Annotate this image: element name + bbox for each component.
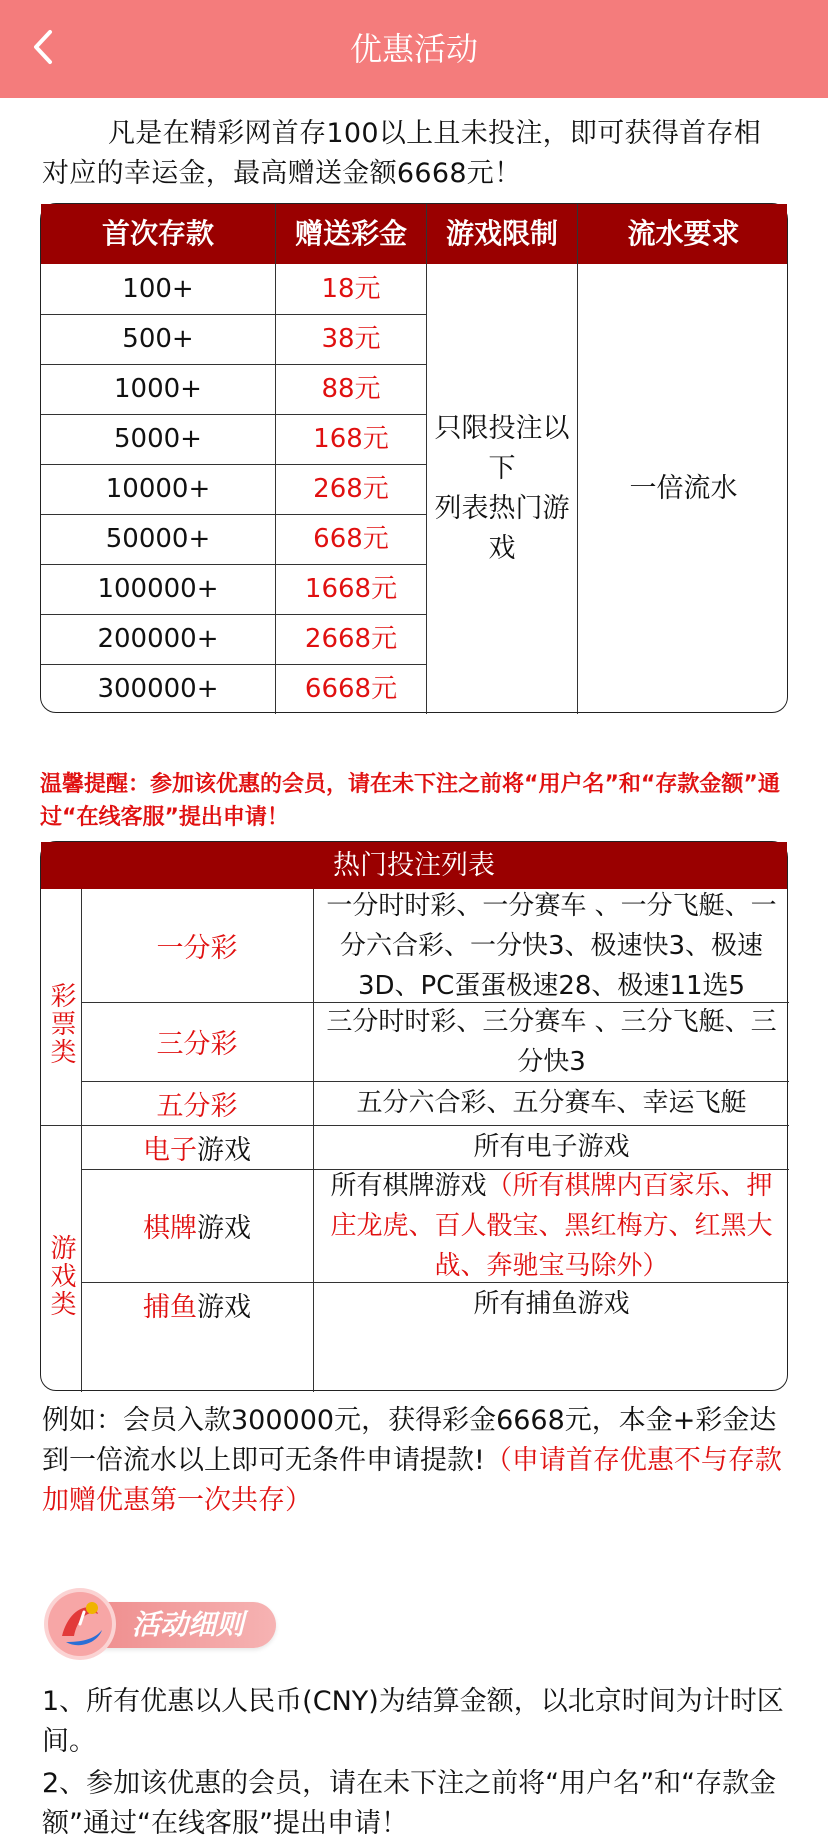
header-turnover: 流水要求 <box>627 217 740 250</box>
example-text-main: 例如：会员入款300000元，获得彩金6668元，本金+彩金达到一倍流水以上即可无条件申请提款! <box>42 1405 777 1476</box>
electronic-game-name <box>81 1125 313 1169</box>
top-header <box>0 0 828 98</box>
chess-name-red: 棋牌 <box>143 1213 197 1244</box>
electronic-name-black: 游戏 <box>197 1134 251 1166</box>
deposit-cell: 5000+ <box>114 424 202 454</box>
lottery-3min-desc: 三分时时彩、三分赛车 、三分飞艇、三分快3 <box>326 1006 777 1077</box>
deposit-cell: 100+ <box>122 274 194 304</box>
lottery-1min-desc: 一分时时彩、一分赛车 、一分飞艇、一分六合彩、一分快3、极速快3、极速3D、PC蛋蛋极速28、极速11选5 <box>326 890 777 1001</box>
bonus-cell: 168元 <box>313 424 389 454</box>
bonus-cell: 268元 <box>313 474 389 504</box>
deposit-cell: 10000+ <box>105 474 211 504</box>
bonus-cell: 668元 <box>313 524 389 554</box>
example-text-note: （申请首存优惠不与存款加赠优惠第一次共存） <box>42 1445 782 1516</box>
lottery-1min-name: 一分彩 <box>156 933 238 964</box>
hot-bet-table <box>40 841 788 1391</box>
bonus-cell: 1668元 <box>304 574 398 604</box>
deposit-cell: 200000+ <box>97 624 219 654</box>
chess-game-name <box>81 1169 313 1282</box>
fishing-name-black: 游戏 <box>197 1291 251 1323</box>
fishing-game-name <box>81 1282 313 1326</box>
deposit-cell: 300000+ <box>97 674 219 704</box>
hot-bet-table-title: 热门投注列表 <box>41 842 787 889</box>
lottery-5min-name: 五分彩 <box>156 1090 238 1122</box>
header-game-limit: 游戏限制 <box>445 217 558 250</box>
deposit-cell: 1000+ <box>114 374 202 404</box>
page-title: 优惠活动 <box>349 30 478 68</box>
rules-badge <box>40 1584 285 1664</box>
example-text <box>42 1401 790 1521</box>
electronic-name-red: 电子 <box>143 1134 197 1166</box>
chess-desc-red: （所有棋牌内百家乐、押庄龙虎、百人骰宝、黑红梅方、红黑大战、奔驰宝马除外） <box>330 1170 773 1281</box>
fishing-name-red: 捕鱼 <box>143 1291 197 1323</box>
header-bonus: 赠送彩金 <box>294 217 407 250</box>
page-content <box>0 98 828 1839</box>
activity-logo-icon <box>40 1584 120 1664</box>
game-limit-text-1: 只限投注以下 <box>434 413 570 484</box>
header-first-deposit: 首次存款 <box>101 217 214 250</box>
chess-desc-black: 所有棋牌游戏 <box>330 1170 487 1201</box>
lottery-5min-desc: 五分六合彩、五分赛车、幸运飞艇 <box>356 1088 747 1118</box>
deposit-cell: 50000+ <box>105 524 211 554</box>
fishing-game-desc: 所有捕鱼游戏 <box>473 1289 630 1319</box>
rules-list <box>42 1682 790 1846</box>
rule-item: 2、参加该优惠的会员，请在未下注之前将“用户名”和“存款金额”通过“在线客服”提出申请！ <box>42 1768 777 1839</box>
chess-name-black: 游戏 <box>197 1213 251 1244</box>
rule-item: 1、所有优惠以人民币(CNY)为结算金额，以北京时间为计时区间。 <box>42 1686 784 1757</box>
intro-text: 凡是在精彩网首存100以上且未投注，即可获得首存相对应的幸运金，最高赠送金额6668元！ <box>42 118 762 189</box>
bonus-cell: 38元 <box>321 324 381 354</box>
chess-game-desc <box>314 1169 789 1282</box>
game-limit-cell <box>427 264 577 714</box>
bonus-cell: 18元 <box>321 274 381 304</box>
bonus-cell: 6668元 <box>304 674 398 704</box>
bonus-cell: 2668元 <box>304 624 398 654</box>
game-category-label: 游戏类 <box>46 1233 76 1318</box>
deposit-cell: 500+ <box>122 324 194 354</box>
deposit-cell: 100000+ <box>97 574 219 604</box>
reminder-text: 温馨提醒：参加该优惠的会员，请在未下注之前将“用户名”和“存款金额”通过“在线客服”提出申请！ <box>40 772 780 830</box>
bonus-cell: 88元 <box>321 374 381 404</box>
lottery-3min-name: 三分彩 <box>156 1029 238 1060</box>
turnover-cell: 一倍流水 <box>629 473 738 504</box>
rules-badge-label: 活动细则 <box>132 1608 245 1641</box>
lottery-category-label: 彩票类 <box>46 982 76 1066</box>
game-limit-text-2: 列表热门游戏 <box>434 493 570 564</box>
bonus-table-header <box>41 204 787 264</box>
bonus-table <box>40 203 788 713</box>
electronic-game-desc: 所有电子游戏 <box>473 1132 630 1162</box>
